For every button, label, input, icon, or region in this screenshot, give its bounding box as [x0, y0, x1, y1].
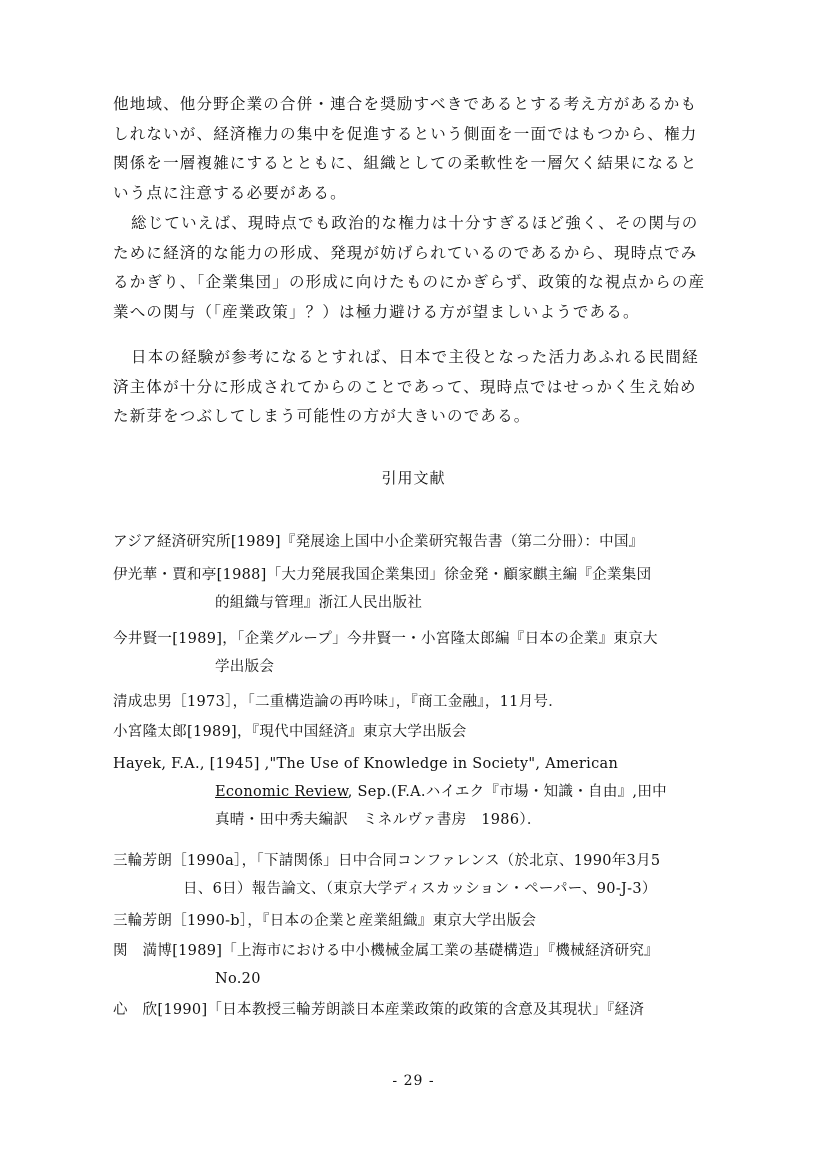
reference-item: 心 欣[1990]「日本教授三輪芳朗談日本産業政策的政策的含意及其現状」『経済: [113, 1002, 645, 1018]
reference-item: 三輪芳朗［1990a］，「下請関係」日中合同コンファレンス（於北京、1990年3月5 日、6日）報告論文、（東京大学ディスカッション・ペーパー、90-J-3）: [113, 853, 661, 897]
body-paragraph-3: 日本の経験が参考になるとすれば、日本で主役となった活力あふれる民間経済主体が十分に形成されてからのことであって、現時点ではせっかく生え始めた新芽をつぶしてしまう可能性の方が大きいのである。: [113, 348, 699, 426]
reference-item: 伊光華・賈和亭[1988]「大力発展我国企業集団」徐金発・顧家麒主編『企業集団 的組織与管理』浙江人民出版社: [113, 567, 652, 611]
page-number: - 29 -: [392, 1073, 435, 1089]
body-paragraph-2: 総じていえば、現時点でも政治的な権力は十分すぎるほど強く、その関与のために経済的な能力の形成、発現が妨げられているのであるから、現時点でみるかぎり、「企業集団」の形成に向けたものにかぎらず、政策的な視点からの産業への関与（「産業政策」？）は極力避ける方が望ましいようである。: [113, 214, 706, 321]
reference-item: 三輪芳朗［1990-b］，『日本の企業と産業組織』東京大学出版会: [113, 913, 537, 929]
reference-item: Hayek, F.A., [1945] ,"The Use of Knowledge in Society", American Economic Review, Sep.(F.A.ハイエク『市場・知識・自由』,田中 真晴・田中秀夫編訳 ミネルヴァ書房 1986）．: [113, 756, 667, 828]
reference-item: 関 満博[1989]「上海市における中小機械金属工業の基礎構造」『機械経済研究』 No.20: [113, 943, 659, 987]
references-heading: 引用文献: [381, 469, 446, 487]
body-paragraph-1: 他地域、他分野企業の合併・連合を奨励すべきであるとする考え方があるかもしれないが、経済権力の集中を促進するという側面を一面ではもつから、権力関係を一層複雑にするとともに、組織としての柔軟性を一層欠く結果になるという点に注意する必要がある。: [113, 95, 698, 202]
reference-item: 今井賢一[1989]，「企業グループ」今井賢一・小宮隆太郎編『日本の企業』東京大 学出版会: [113, 631, 658, 675]
reference-item: 清成忠男［1973］，「二重構造論の再吟味」，『商工金融』，11月号．: [113, 694, 564, 710]
reference-item: 小宮隆太郎[1989]，『現代中国経済』東京大学出版会: [113, 724, 467, 740]
reference-item: アジア経済研究所[1989]『発展途上国中小企業研究報告書（第二分冊）：中国』: [113, 534, 644, 550]
